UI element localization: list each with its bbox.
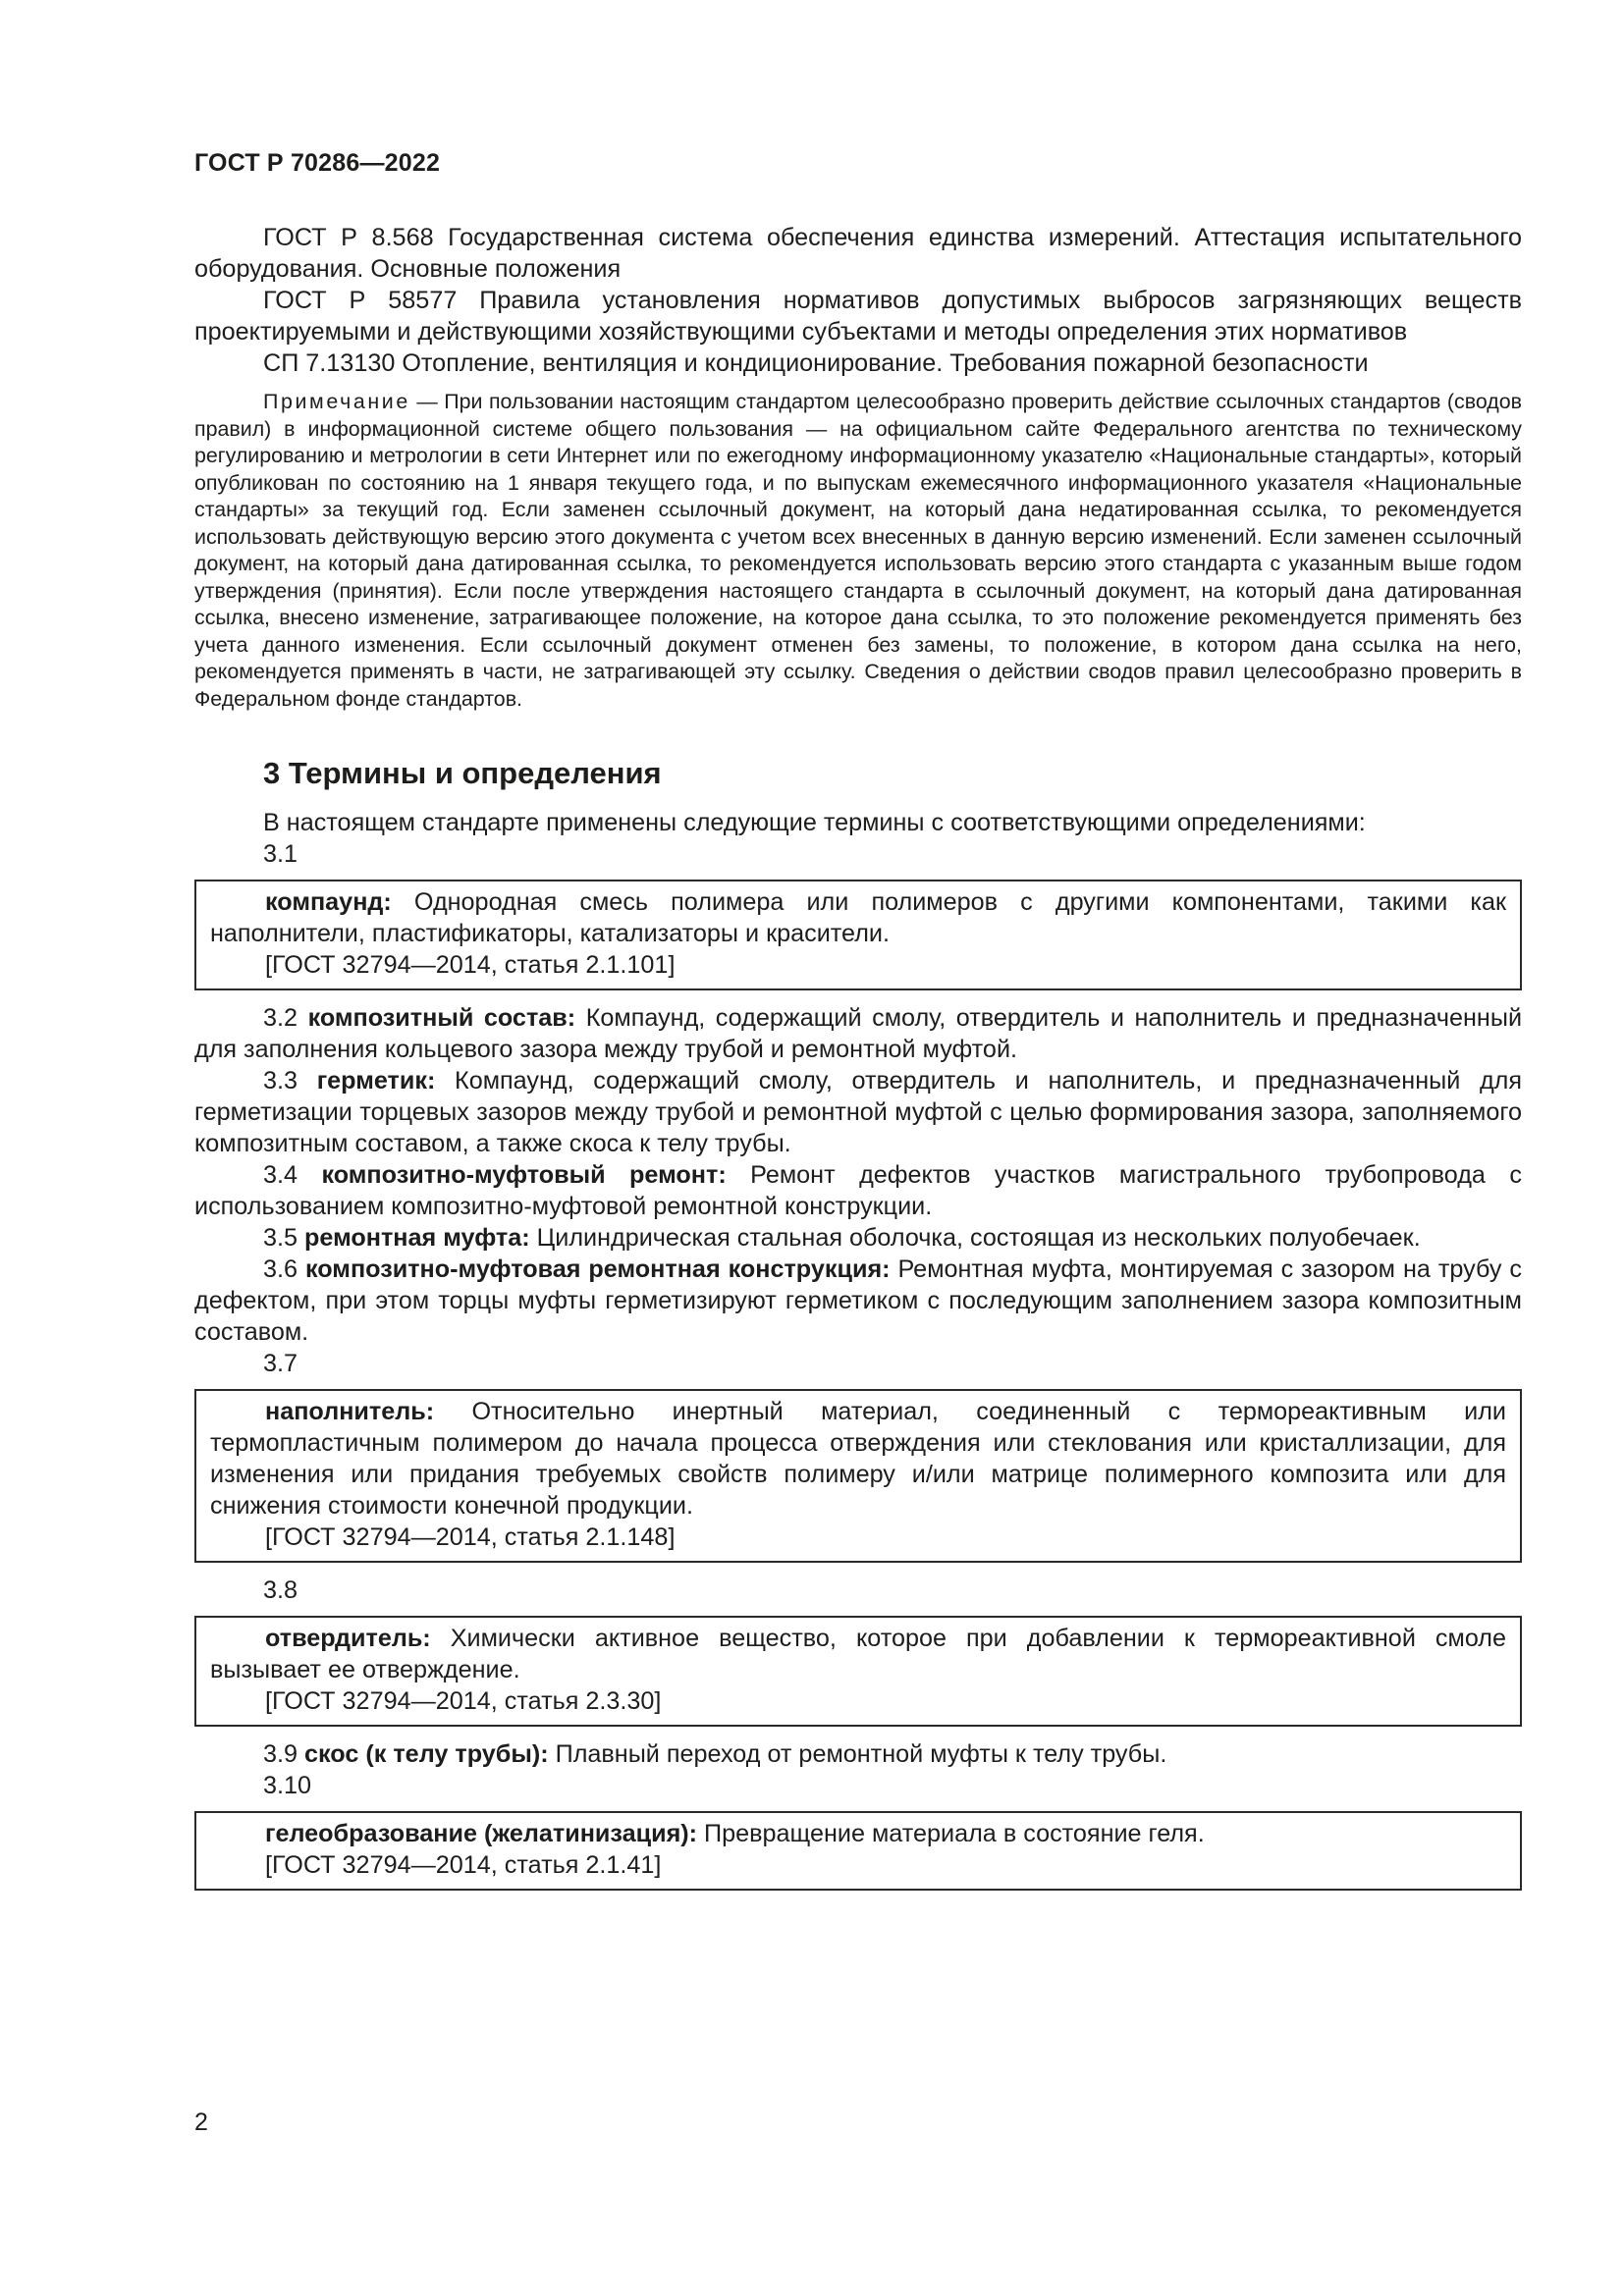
term-text: Ремонтная муфта, монтируемая с зазором на трубу с дефектом, при этом торцы муфты герметизируют герметиком с последующим заполнением зазора композитным составом. — [194, 1255, 1522, 1346]
note-paragraph — [194, 389, 1522, 713]
term-text: Однородная смесь полимера или полимеров с другими компонентами, такими как наполнители, пластификаторы, катализаторы и красители. — [210, 888, 1506, 947]
term-source: [ГОСТ 32794—2014, статья 2.1.41] — [265, 1851, 662, 1879]
term-name: ремонтная муфта: — [304, 1224, 530, 1252]
term-number: 3.6 — [263, 1255, 305, 1283]
term-definition — [194, 1002, 1522, 1065]
term-definition — [194, 1159, 1522, 1222]
term-name: отвердитель: — [265, 1625, 431, 1652]
term-name: герметик: — [316, 1067, 436, 1095]
term-text: Плавный переход от ремонтной муфты к телу трубы. — [548, 1740, 1167, 1768]
term-name: композитно-муфтовая ремонтная конструкция: — [304, 1255, 891, 1283]
term-text: Компаунд, содержащий смолу, отвердитель и наполнитель, и предназначенный для герметизации торцевых зазоров между трубой и ремонтной муфтой с целью формирования зазора, заполняемого композитным составом, а также скоса к телу трубы. — [194, 1067, 1522, 1157]
term-box — [194, 1616, 1522, 1727]
term-definition — [210, 1818, 1506, 1849]
term-name: гелеобразование (желатинизация): — [265, 1820, 698, 1847]
term-number: 3.10 — [263, 1772, 312, 1799]
term-name: скос (к телу трубы): — [304, 1740, 549, 1768]
term-number: 3.1 — [263, 840, 298, 868]
document-header: ГОСТ Р 70286—2022 — [194, 149, 441, 177]
reference-entry: ГОСТ Р 58577 Правила установления нормативов допустимых выбросов загрязняющих веществ проектируемыми и действующими хозяйствующими субъектами и методы определения этих нормативов — [194, 287, 1522, 346]
reference-entry: ГОСТ Р 8.568 Государственная система обеспечения единства измерений. Аттестация испытательного оборудования. Основные положения — [194, 224, 1522, 283]
term-number: 3.4 — [263, 1161, 322, 1189]
section-intro: В настоящем стандарте применены следующие термины с соответствующими определениями: — [263, 809, 1366, 836]
term-box — [194, 1811, 1522, 1891]
note-label: Примечание — [263, 390, 410, 413]
term-definition — [210, 1623, 1506, 1685]
term-number: 3.5 — [263, 1224, 305, 1252]
term-name: композитно-муфтовый ремонт: — [321, 1161, 727, 1189]
term-definition — [194, 1222, 1522, 1254]
term-source: [ГОСТ 32794—2014, статья 2.1.148] — [265, 1523, 676, 1551]
term-text: Ремонт дефектов участков магистрального трубопровода с использованием композитно-муфтовой ремонтной конструкции. — [194, 1161, 1522, 1220]
term-text: Превращение материала в состояние геля. — [697, 1820, 1205, 1847]
term-source: [ГОСТ 32794—2014, статья 2.1.101] — [265, 951, 676, 979]
term-box — [194, 1389, 1522, 1563]
term-text: Химически активное вещество, которое при добавлении к термореактивной смоле вызывает ее отверждение. — [210, 1625, 1506, 1683]
term-number: 3.8 — [263, 1576, 298, 1604]
page-number: 2 — [194, 2109, 208, 2136]
term-number: 3.7 — [263, 1350, 298, 1377]
reference-entry: СП 7.13130 Отопление, вентиляция и кондиционирование. Требования пожарной безопасности — [263, 349, 1369, 377]
term-text: Компаунд, содержащий смолу, отвердитель и наполнитель и предназначенный для заполнения кольцевого зазора между трубой и ремонтной муфтой. — [194, 1004, 1523, 1063]
term-number: 3.3 — [263, 1067, 317, 1095]
document-body — [194, 222, 1522, 1902]
section-heading: 3 Термины и определения — [263, 756, 662, 790]
term-number: 3.9 — [263, 1740, 305, 1768]
term-definition — [210, 886, 1506, 949]
term-definition — [194, 1738, 1522, 1770]
term-name: композитный состав: — [307, 1004, 576, 1032]
note-text: — При пользовании настоящим стандартом целесообразно проверить действие ссылочных стандартов (сводов правил) в информационной системе общего пользования — на официальном сайте Федерального агентства по техническому регулированию и метрологии в сети Интернет или по ежегодному информационному указателю «Национальные стандарты», который опубликован по состоянию на 1 января текущего года, и по выпускам ежемесячного информационного указателя «Национальные стандарты» за текущий год. Если заменен ссылочный документ, на который дана недатированная ссылка, то рекомендуется использовать действующую версию этого документа с учетом всех внесенных в данную версию изменений. Если заменен ссылочный документ, на который дана датированная ссылка, то рекомендуется использовать версию этого стандарта с указанным выше годом утверждения (принятия). Если после утверждения настоящего стандарта в ссылочный документ, на который дана датированная ссылка, внесено изменение, затрагивающее положение, на которое дана ссылка, то это положение рекомендуется применять без учета данного изменения. Если ссылочный документ отменен без замены, то положение, в котором дана ссылка на него, рекомендуется применять в части, не затрагивающей эту ссылку. Сведения о действии сводов правил целесообразно проверить в Федеральном фонде стандартов. — [194, 390, 1522, 711]
term-source: [ГОСТ 32794—2014, статья 2.3.30] — [265, 1687, 662, 1715]
term-definition — [194, 1065, 1522, 1159]
term-name: компаунд: — [265, 888, 392, 916]
term-number: 3.2 — [263, 1004, 308, 1032]
term-text: Относительно инертный материал, соединенный с термореактивным или термопластичным полимером до начала процесса отверждения или стеклования или кристаллизации, для изменения или придания требуемых свойств полимеру и/или матрице полимерного композита или для снижения стоимости конечной продукции. — [210, 1398, 1506, 1520]
term-text: Цилиндрическая стальная оболочка, состоящая из нескольких полуобечаек. — [529, 1224, 1421, 1252]
term-definition — [194, 1254, 1522, 1348]
term-definition — [210, 1396, 1506, 1522]
term-name: наполнитель: — [265, 1398, 435, 1425]
term-box — [194, 880, 1522, 990]
